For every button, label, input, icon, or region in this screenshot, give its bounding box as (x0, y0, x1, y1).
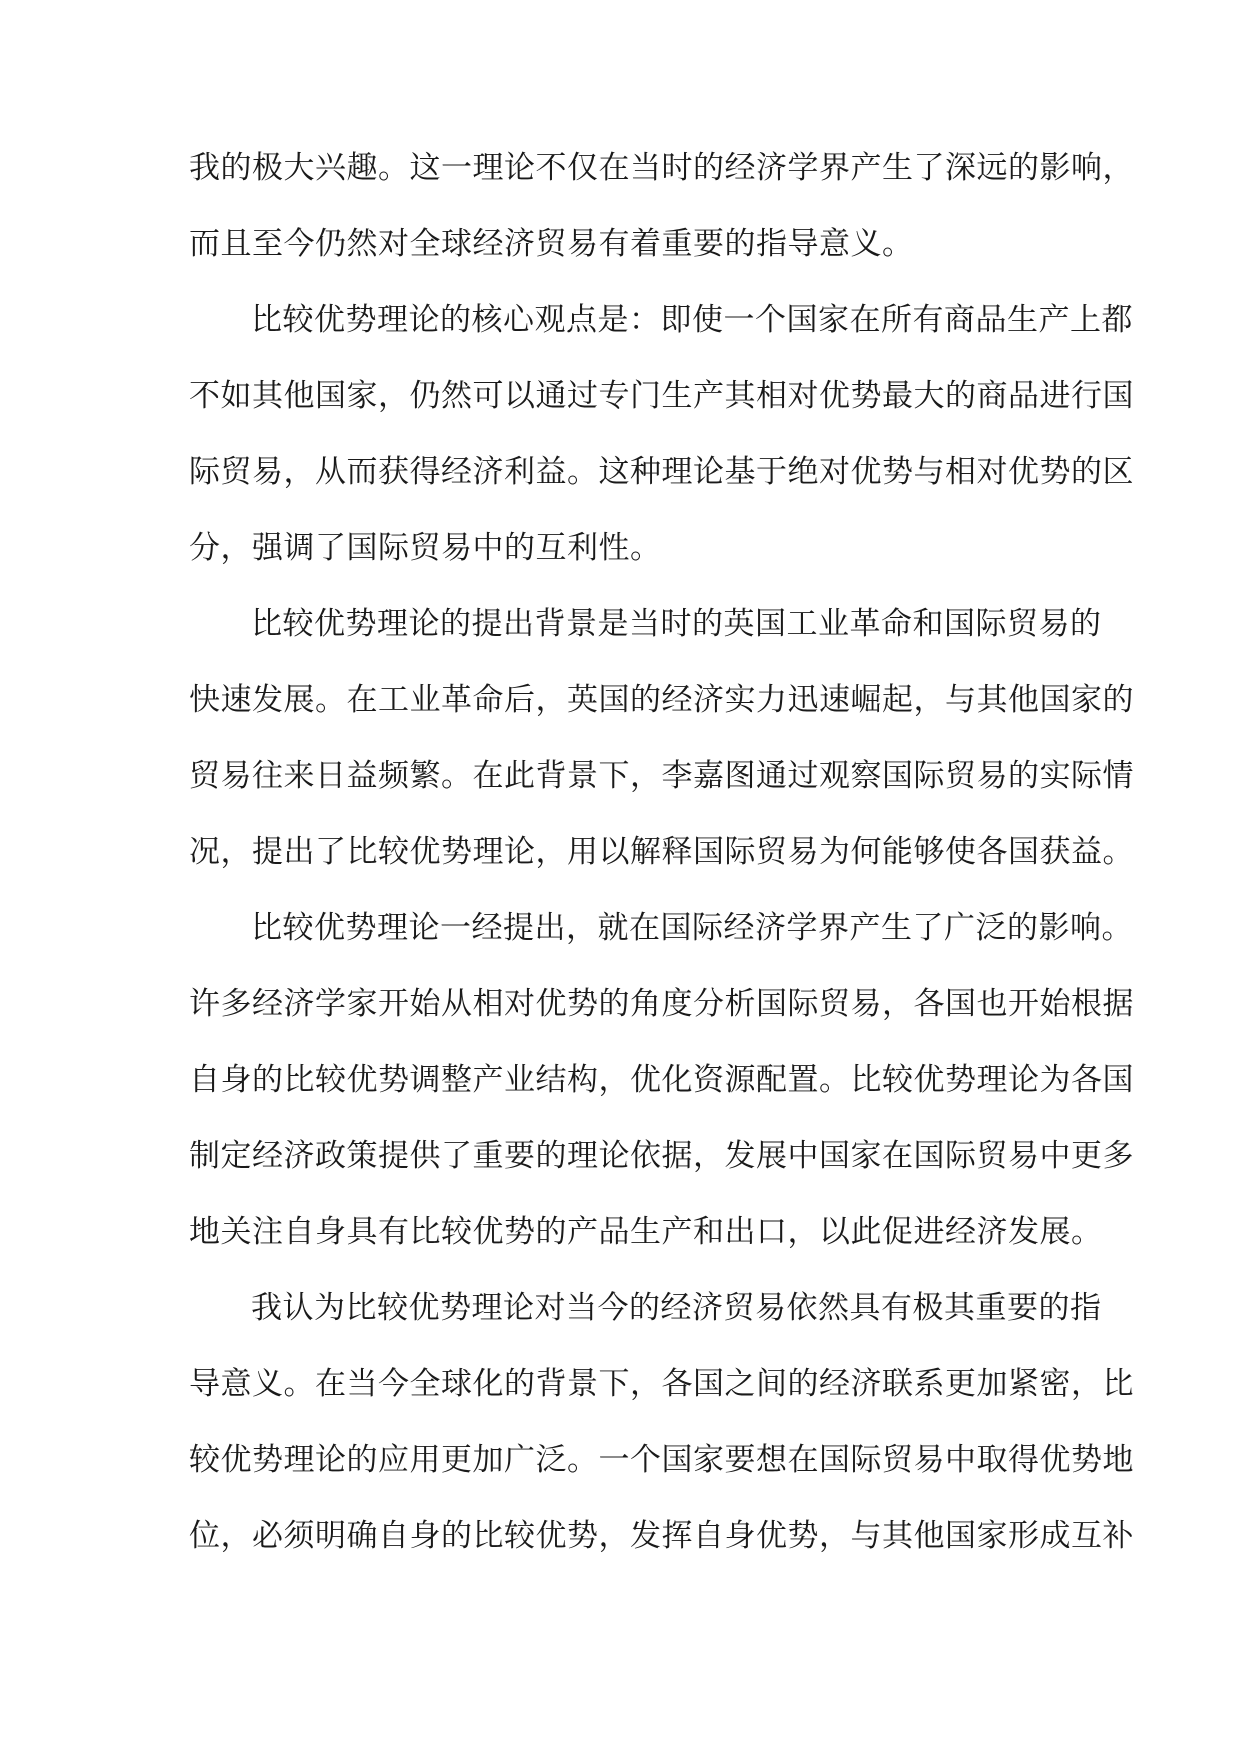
paragraph-5 (189, 1270, 1134, 1574)
text-line: 际贸易，从而获得经济利益。这种理论基于绝对优势与相对优势的区 (189, 454, 1134, 490)
text-line: 比较优势理论一经提出，就在国际经济学界产生了广泛的影响。 (251, 910, 1133, 946)
text-line: 况，提出了比较优势理论，用以解释国际贸易为何能够使各国获益。 (189, 834, 1134, 870)
paragraph-3 (189, 586, 1134, 890)
text-line: 位，必须明确自身的比较优势，发挥自身优势，与其他国家形成互补 (189, 1518, 1134, 1554)
text-line: 比较优势理论的提出背景是当时的英国工业革命和国际贸易的 (251, 606, 1102, 642)
text-line: 地关注自身具有比较优势的产品生产和出口，以此促进经济发展。 (189, 1214, 1103, 1250)
text-line: 比较优势理论的核心观点是：即使一个国家在所有商品生产上都 (251, 302, 1133, 338)
text-line: 我的极大兴趣。这一理论不仅在当时的经济学界产生了深远的影响， (189, 150, 1134, 186)
text-line: 许多经济学家开始从相对优势的角度分析国际贸易，各国也开始根据 (189, 986, 1134, 1022)
text-line: 分，强调了国际贸易中的互利性。 (189, 530, 662, 566)
text-line: 而且至今仍然对全球经济贸易有着重要的指导意义。 (189, 226, 914, 262)
text-line: 导意义。在当今全球化的背景下，各国之间的经济联系更加紧密，比 (189, 1366, 1134, 1402)
document-body (189, 130, 1134, 1574)
paragraph-2 (189, 282, 1134, 586)
text-line: 不如其他国家，仍然可以通过专门生产其相对优势最大的商品进行国 (189, 378, 1134, 414)
paragraph-4 (189, 890, 1134, 1270)
text-line: 快速发展。在工业革命后，英国的经济实力迅速崛起，与其他国家的 (189, 682, 1134, 718)
text-line: 我认为比较优势理论对当今的经济贸易依然具有极其重要的指 (251, 1290, 1102, 1326)
text-line: 制定经济政策提供了重要的理论依据，发展中国家在国际贸易中更多 (189, 1138, 1134, 1174)
text-line: 自身的比较优势调整产业结构，优化资源配置。比较优势理论为各国 (189, 1062, 1134, 1098)
paragraph-1 (189, 130, 1134, 282)
text-line: 较优势理论的应用更加广泛。一个国家要想在国际贸易中取得优势地 (189, 1442, 1134, 1478)
text-line: 贸易往来日益频繁。在此背景下，李嘉图通过观察国际贸易的实际情 (189, 758, 1134, 794)
